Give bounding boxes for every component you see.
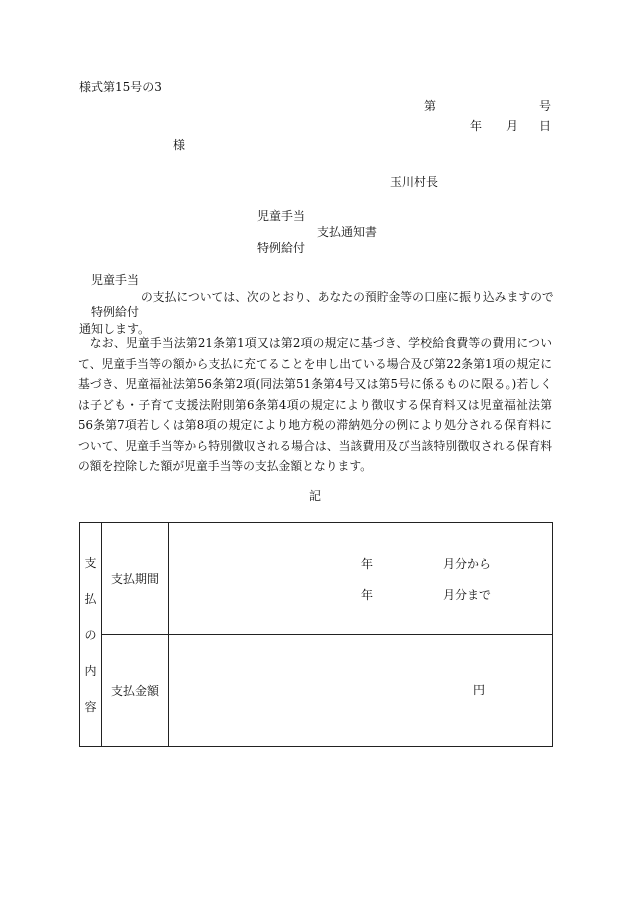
period-to-year: 年 <box>361 588 374 602</box>
doc-number-suffix: 号 <box>539 99 552 113</box>
side-char: 内 <box>84 663 97 678</box>
form-number: 様式第15号の3 <box>79 80 162 94</box>
date-year: 年 <box>470 119 483 133</box>
side-char: の <box>84 627 97 642</box>
page-title: 支払通知書 <box>317 225 378 239</box>
payment-amount-value <box>169 635 553 747</box>
doc-number-prefix: 第 <box>424 99 437 113</box>
period-from-year: 年 <box>361 557 374 571</box>
payment-amount-label: 支払金額 <box>102 635 169 747</box>
side-char: 払 <box>84 591 97 606</box>
side-char: 支 <box>84 555 97 570</box>
payment-period-label: 支払期間 <box>102 523 169 635</box>
para1-option-child-allowance: 児童手当 <box>91 273 140 287</box>
period-from-month: 月分から <box>443 557 492 571</box>
period-to-month: 月分まで <box>443 588 492 602</box>
issuer: 玉川村長 <box>390 175 439 189</box>
amount-unit: 円 <box>473 683 486 697</box>
payment-period-value <box>169 523 553 635</box>
notice-paragraph-text: なお、児童手当法第21条第1項又は第2項の規定に基づき、学校給食費等の費用について、児童手当等の額から支払に充てることを申し出ている場合及び第22条第1項の規定に基づき、児童福祉法第56条第2項(同法第51条第4号又は第5号に係るものに限る。)若しくは子ども・子育て支援法附則第6条第4項の規定により徴収する保育料又は児童福祉法第56条第7項若しくは第8項の規定により地方税の滞納処分の例により処分される保育料について、児童手当等から特別徴収される場合は、当該費用及び当該特別徴収される保育料の額を控除した額が児童手当等の支払金額となります。 <box>78 336 552 473</box>
date-month: 月 <box>506 119 519 133</box>
payment-content-label <box>80 523 102 747</box>
title-option-special-benefit: 特例給付 <box>257 241 306 255</box>
date-day: 日 <box>539 119 552 133</box>
recipient-suffix: 様 <box>173 138 186 152</box>
notice-paragraph <box>78 333 552 477</box>
para1-text: の支払については、次のとおり、あなたの預貯金等の口座に振り込みますので <box>141 290 554 304</box>
payment-details-table <box>79 522 553 747</box>
side-char: 容 <box>84 699 97 714</box>
title-option-child-allowance: 児童手当 <box>257 209 306 223</box>
para1-end: 通知します。 <box>79 322 151 336</box>
para1-option-special-benefit: 特例給付 <box>91 305 140 319</box>
ki-heading: 記 <box>309 489 322 503</box>
